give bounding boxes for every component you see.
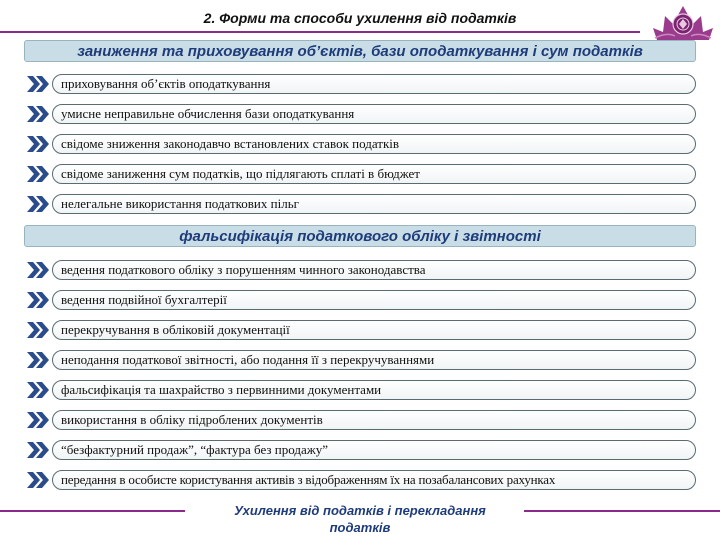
list-item-text: ведення подвійної бухгалтерії [52, 290, 696, 310]
double-chevron-right-icon [24, 319, 52, 341]
header-divider [0, 31, 640, 33]
list-item-text: використання в обліку підроблених документів [52, 410, 696, 430]
list-item-text: приховування об’єктів оподаткування [52, 74, 696, 94]
double-chevron-right-icon [24, 163, 52, 185]
list-item-text: перекручування в обліковій документації [52, 320, 696, 340]
double-chevron-right-icon [24, 103, 52, 125]
section-header-falsification: фальсифікація податкового обліку і звітності [24, 225, 696, 247]
double-chevron-right-icon [24, 349, 52, 371]
double-chevron-right-icon [24, 133, 52, 155]
list-item-text: “безфактурний продаж”, “фактура без продажу” [52, 440, 696, 460]
double-chevron-right-icon [24, 439, 52, 461]
list-item [24, 289, 696, 311]
list-item [24, 319, 696, 341]
double-chevron-right-icon [24, 259, 52, 281]
double-chevron-right-icon [24, 379, 52, 401]
double-chevron-right-icon [24, 409, 52, 431]
footer-line-1: Ухилення від податків і перекладання [234, 503, 486, 518]
list-item [24, 259, 696, 281]
university-crest-icon [651, 2, 715, 42]
section-header-concealment: заниження та приховування об’єктів, бази оподаткування і сум податків [24, 40, 696, 62]
list-item-text: свідоме зниження законодавчо встановлених ставок податків [52, 134, 696, 154]
list-item-text: фальсифікація та шахрайство з первинними документами [52, 380, 696, 400]
list-item [24, 73, 696, 95]
double-chevron-right-icon [24, 193, 52, 215]
list-item-text: ведення податкового обліку з порушенням чинного законодавства [52, 260, 696, 280]
page-title: 2. Форми та способи ухилення від податків [203, 10, 517, 26]
list-item [24, 439, 696, 461]
list-item [24, 193, 696, 215]
double-chevron-right-icon [24, 73, 52, 95]
list-item-text: свідоме заниження сум податків, що підлягають сплаті в бюджет [52, 164, 696, 184]
footer-caption [0, 502, 720, 536]
list-item-text: нелегальне використання податкових пільг [52, 194, 696, 214]
list-item-text: умисне неправильне обчислення бази оподаткування [52, 104, 696, 124]
list-item-text: неподання податкової звітності, або подання її з перекручуваннями [52, 350, 696, 370]
double-chevron-right-icon [24, 289, 52, 311]
list-item [24, 409, 696, 431]
list-item [24, 469, 696, 491]
list-item [24, 349, 696, 371]
list-item-text: передання в особисте користування активів з відображенням їх на позабалансових рахунках [52, 470, 696, 490]
list-item [24, 103, 696, 125]
list-item [24, 163, 696, 185]
list-item [24, 379, 696, 401]
double-chevron-right-icon [24, 469, 52, 491]
list-item [24, 133, 696, 155]
footer-line-2: податків [329, 520, 391, 535]
